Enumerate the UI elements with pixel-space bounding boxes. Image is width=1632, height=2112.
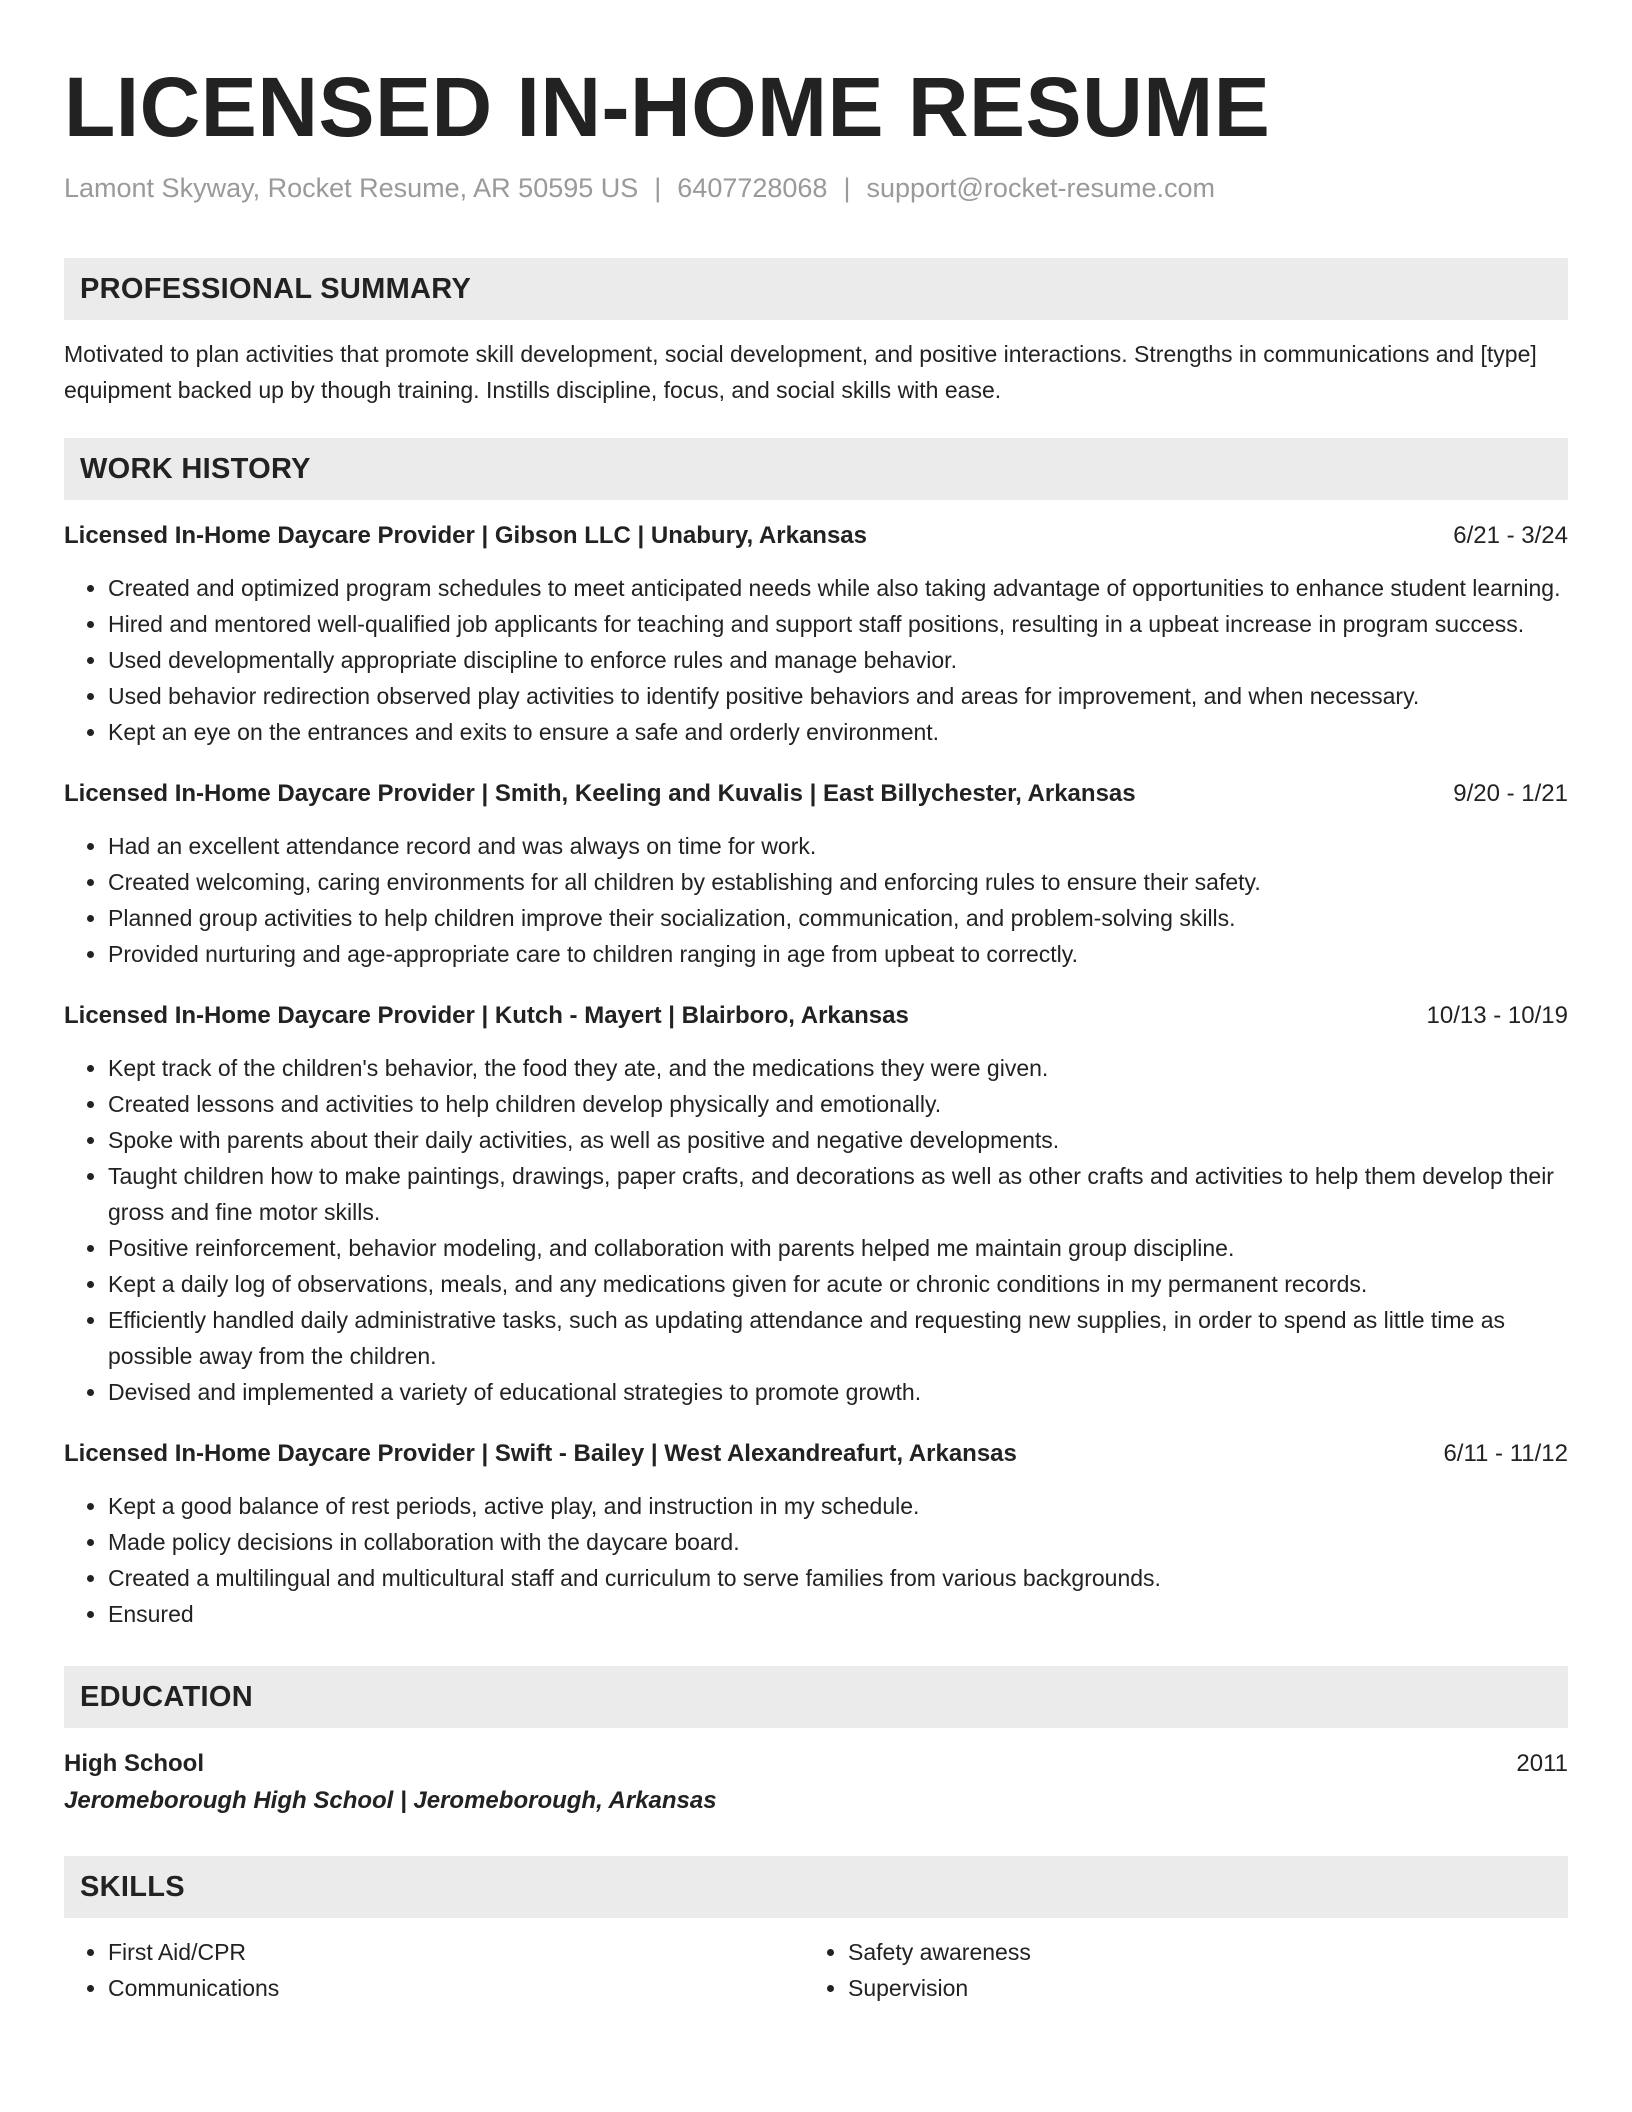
job-bullets: [64, 1488, 1568, 1632]
summary-text: Motivated to plan activities that promote skill development, social development, and positive interactions. Strengths in communications and [type] equipment backed up by though training. Instills discipline, focus, and social skills with ease.: [64, 341, 1537, 403]
skill-item: • First Aid/CPR: [108, 1934, 804, 1970]
job-dates: 9/20 - 1/21: [1453, 780, 1568, 807]
skill-item: • Communications: [108, 1970, 804, 2006]
job-bullet: • Used developmentally appropriate discipline to enforce rules and manage behavior.: [108, 642, 1568, 678]
job-bullet: • Kept a good balance of rest periods, active play, and instruction in my schedule.: [108, 1488, 1568, 1524]
skills-list: [64, 1934, 1568, 2006]
education-school: Jeromeborough High School | Jeromeborough, Arkansas: [64, 1787, 717, 1814]
education-degree: High School: [64, 1750, 204, 1777]
contact-separator: |: [843, 173, 851, 203]
skills-column-right: [804, 1934, 1544, 2006]
contact-separator: |: [654, 173, 662, 203]
section-header-skills: SKILLS: [64, 1856, 1568, 1918]
job-bullets: [64, 828, 1568, 972]
job-bullet: • Created and optimized program schedules to meet anticipated needs while also taking advantage of opportunities to enhance student learning.: [108, 570, 1568, 606]
job-bullet: • Had an excellent attendance record and was always on time for work.: [108, 828, 1568, 864]
job-bullet: • Provided nurturing and age-appropriate care to children ranging in age from upbeat to correctly.: [108, 936, 1568, 972]
job-entry: [64, 998, 1568, 1410]
job-bullet: • Used behavior redirection observed play activities to identify positive behaviors and areas for improvement, and when necessary.: [108, 678, 1568, 714]
job-bullet: • Devised and implemented a variety of educational strategies to promote growth.: [108, 1374, 1568, 1410]
skill-item: • Safety awareness: [848, 1934, 1544, 1970]
contact-address: Lamont Skyway, Rocket Resume, AR 50595 US: [64, 173, 639, 203]
job-title: Licensed In-Home Daycare Provider | Gibson LLC | Unabury, Arkansas: [64, 522, 867, 549]
job-bullet: • Planned group activities to help children improve their socialization, communication, and problem-solving skills.: [108, 900, 1568, 936]
contact-phone: 6407728068: [677, 173, 828, 203]
contact-line: [64, 170, 1568, 206]
job-dates: 6/21 - 3/24: [1453, 522, 1568, 549]
job-header: [64, 518, 1568, 554]
job-entry: [64, 518, 1568, 750]
job-bullet: • Kept a daily log of observations, meals, and any medications given for acute or chronic conditions in my permanent records.: [108, 1266, 1568, 1302]
education-entry: [64, 1746, 1568, 1782]
job-bullet: • Positive reinforcement, behavior modeling, and collaboration with parents helped me maintain group discipline.: [108, 1230, 1568, 1266]
job-bullet: • Ensured: [108, 1596, 1568, 1632]
job-bullet: • Created a multilingual and multicultural staff and curriculum to serve families from various backgrounds.: [108, 1560, 1568, 1596]
job-dates: 10/13 - 10/19: [1426, 1002, 1568, 1029]
job-header: [64, 776, 1568, 812]
job-entry: [64, 1436, 1568, 1632]
job-bullet: • Created lessons and activities to help children develop physically and emotionally.: [108, 1086, 1568, 1122]
job-dates: 6/11 - 11/12: [1443, 1440, 1568, 1467]
job-bullet: • Taught children how to make paintings, drawings, paper crafts, and decorations as well as other crafts and activities to help them develop their gross and fine motor skills.: [108, 1158, 1568, 1230]
skill-item: • Supervision: [848, 1970, 1544, 2006]
section-header-work-history: WORK HISTORY: [64, 438, 1568, 500]
contact-email: support@rocket-resume.com: [866, 173, 1215, 203]
education-year: 2011: [1516, 1750, 1568, 1777]
job-bullet: • Kept an eye on the entrances and exits to ensure a safe and orderly environment.: [108, 714, 1568, 750]
section-header-education: EDUCATION: [64, 1666, 1568, 1728]
job-bullets: [64, 1050, 1568, 1410]
job-header: [64, 998, 1568, 1034]
job-bullet: • Spoke with parents about their daily activities, as well as positive and negative developments.: [108, 1122, 1568, 1158]
resume-title: LICENSED IN-HOME RESUME: [64, 60, 1271, 154]
job-entry: [64, 776, 1568, 972]
job-bullet: • Efficiently handled daily administrative tasks, such as updating attendance and requesting new supplies, in order to spend as little time as possible away from the children.: [108, 1302, 1568, 1374]
job-bullet: • Kept track of the children's behavior, the food they ate, and the medications they were given.: [108, 1050, 1568, 1086]
job-bullet: • Made policy decisions in collaboration with the daycare board.: [108, 1524, 1568, 1560]
job-header: [64, 1436, 1568, 1472]
section-header-summary: PROFESSIONAL SUMMARY: [64, 258, 1568, 320]
job-bullets: [64, 570, 1568, 750]
job-title: Licensed In-Home Daycare Provider | Smith, Keeling and Kuvalis | East Billychester, Arkansas: [64, 780, 1136, 807]
job-title: Licensed In-Home Daycare Provider | Kutch - Mayert | Blairboro, Arkansas: [64, 1002, 909, 1029]
job-bullet: • Created welcoming, caring environments for all children by establishing and enforcing rules to ensure their safety.: [108, 864, 1568, 900]
job-bullet: • Hired and mentored well-qualified job applicants for teaching and support staff positions, resulting in a upbeat increase in program success.: [108, 606, 1568, 642]
skills-column-left: [64, 1934, 804, 2006]
job-title: Licensed In-Home Daycare Provider | Swift - Bailey | West Alexandreafurt, Arkansas: [64, 1440, 1017, 1467]
